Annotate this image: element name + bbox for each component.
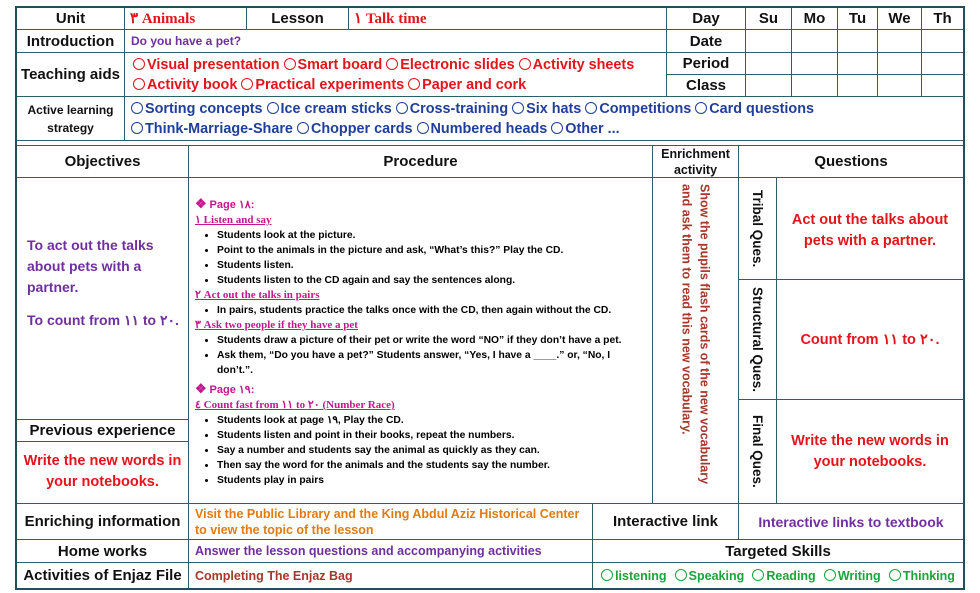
enjaz-value: Completing The Enjaz Bag bbox=[189, 563, 593, 588]
day-tu: Tu bbox=[838, 8, 878, 30]
strategy-option[interactable]: Numbered heads bbox=[417, 121, 548, 137]
aid-option[interactable]: Electronic slides bbox=[386, 57, 514, 73]
procedure-step: • Students look at page ١٩, Play the CD. bbox=[217, 413, 648, 428]
procedure-header: Procedure bbox=[189, 146, 653, 178]
page-heading: Page ١٨: bbox=[209, 199, 255, 211]
enrichment-text: Show the pupils flash cards of the new vocabulary and ask them to read this new vocabulary. bbox=[679, 184, 712, 485]
class-cell-we bbox=[878, 75, 922, 97]
aid-option[interactable]: Paper and cork bbox=[408, 77, 526, 93]
aid-option[interactable]: Activity book bbox=[133, 77, 237, 93]
procedure-step: • Students listen and point in their books, repeat the numbers. bbox=[217, 428, 648, 443]
enriching-info-label: Enriching information bbox=[17, 504, 189, 540]
enjaz-label: Activities of Enjaz File bbox=[17, 563, 189, 588]
procedure-step: • Then say the word for the animals and the students say the number. bbox=[217, 458, 648, 473]
period-cell-th bbox=[922, 53, 963, 75]
objectives-cell bbox=[17, 178, 189, 420]
procedure-step: • Point to the animals in the picture and ask, “What’s this?” Play the CD. bbox=[217, 243, 648, 258]
strategy-option[interactable]: Sorting concepts bbox=[131, 101, 263, 117]
skill-option[interactable]: Speaking bbox=[675, 569, 745, 583]
day-we: We bbox=[878, 8, 922, 30]
strategy-option[interactable]: Ice cream sticks bbox=[267, 101, 392, 117]
final-question-label-cell bbox=[739, 400, 777, 504]
date-cell-tu bbox=[838, 30, 878, 53]
objective-item: To count from ١١ to ٢٠. bbox=[27, 312, 179, 328]
date-cell-mo bbox=[792, 30, 838, 53]
targeted-skills-options bbox=[593, 563, 963, 588]
date-cell-su bbox=[746, 30, 792, 53]
enriching-info-value: Visit the Public Library and the King Abdul Aziz Historical Center to view the topic of the lesson bbox=[189, 504, 593, 540]
day-label: Day bbox=[667, 8, 746, 30]
strategy-option[interactable]: Chopper cards bbox=[297, 121, 413, 137]
active-learning-options bbox=[125, 97, 963, 141]
strategy-option[interactable]: Six hats bbox=[512, 101, 581, 117]
strategy-option[interactable]: Competitions bbox=[585, 101, 691, 117]
structural-question-label-cell bbox=[739, 280, 777, 400]
aid-option[interactable]: Visual presentation bbox=[133, 57, 280, 73]
period-cell-su bbox=[746, 53, 792, 75]
strategy-option[interactable]: Card questions bbox=[695, 101, 814, 117]
active-learning-label: Active learning strategy bbox=[17, 97, 125, 141]
period-label: Period bbox=[667, 53, 746, 75]
date-cell-we bbox=[878, 30, 922, 53]
period-cell-we bbox=[878, 53, 922, 75]
strategy-option[interactable]: Cross-training bbox=[396, 101, 508, 117]
aid-option[interactable]: Activity sheets bbox=[519, 57, 635, 73]
homework-value: Answer the lesson questions and accompanying activities bbox=[189, 540, 593, 563]
interactive-link-label: Interactive link bbox=[593, 504, 739, 540]
interactive-link[interactable]: Interactive links to textbook bbox=[739, 504, 963, 540]
targeted-skills-label: Targeted Skills bbox=[593, 540, 963, 563]
section-heading: ٤ Count fast from ١١ to ٢٠ (Number Race) bbox=[195, 399, 395, 411]
previous-experience-value: Write the new words in your notebooks. bbox=[17, 442, 189, 504]
unit-value: ٣ Animals bbox=[125, 8, 247, 30]
procedure-cell: ❖ Page ١٨: ١ Listen and say • Students look at the picture. • Point to the animals in the picture and ask, “What’s this?” Play the CD. • Students listen. • Students listen to the CD again and say the sentences along. ٢ Act out the talks in pairs • In pairs, students practice the talks once with the CD, then again without the CD. ٣ Ask two people if they have a pet • Students draw a picture of their pet or write the word “NO” if they don’t have a pet. • Ask them, “Do you have a pet?” Students answer, “Yes, I have a ____.” or, “No, I don’t.”. ❖ Page ١٩: ٤ Count fast from ١١ to ٢٠ (Number Race) • Students look at page ١٩, Play the CD. • Students listen and point in their books, repeat the numbers. • Say a number and students say the animal as quickly as they can. • Then say the word for the animals and the students say the number. • Students play in pairs bbox=[189, 178, 653, 504]
period-cell-tu bbox=[838, 53, 878, 75]
skill-option[interactable]: Reading bbox=[752, 569, 815, 583]
day-mo: Mo bbox=[792, 8, 838, 30]
objective-item: To act out the talks about pets with a partner. bbox=[27, 237, 154, 295]
questions-header: Questions bbox=[739, 146, 963, 178]
enrichment-cell bbox=[653, 178, 739, 504]
unit-label: Unit bbox=[17, 8, 125, 30]
date-cell-th bbox=[922, 30, 963, 53]
lesson-plan-form bbox=[15, 6, 965, 590]
procedure-step: • In pairs, students practice the talks once with the CD, then again without the CD. bbox=[217, 303, 648, 318]
skill-option[interactable]: listening bbox=[601, 569, 666, 583]
page-heading: Page ١٩: bbox=[209, 384, 255, 396]
skill-option[interactable]: Thinking bbox=[889, 569, 955, 583]
procedure-step: • Students look at the picture. bbox=[217, 228, 648, 243]
aid-option[interactable]: Practical experiments bbox=[241, 77, 404, 93]
class-cell-mo bbox=[792, 75, 838, 97]
strategy-option[interactable]: Other ... bbox=[551, 121, 619, 137]
section-heading: ٢ Act out the talks in pairs bbox=[195, 289, 320, 301]
class-label: Class bbox=[667, 75, 746, 97]
objectives-header: Objectives bbox=[17, 146, 189, 178]
date-label: Date bbox=[667, 30, 746, 53]
tribal-question-label: Tribal Ques. bbox=[750, 189, 765, 268]
introduction-value: Do you have a pet? bbox=[125, 30, 667, 53]
tribal-question-label-cell bbox=[739, 178, 777, 280]
procedure-step: • Students listen to the CD again and say the sentences along. bbox=[217, 273, 648, 288]
introduction-label: Introduction bbox=[17, 30, 125, 53]
structural-question-text: Count from ١١ to ٢٠. bbox=[777, 280, 963, 400]
day-th: Th bbox=[922, 8, 963, 30]
skill-option[interactable]: Writing bbox=[824, 569, 881, 583]
lesson-value: ١ Talk time bbox=[349, 8, 667, 30]
structural-question-label: Structural Ques. bbox=[750, 286, 765, 393]
class-cell-su bbox=[746, 75, 792, 97]
final-question-text: Write the new words in your notebooks. bbox=[777, 400, 963, 504]
day-su: Su bbox=[746, 8, 792, 30]
previous-experience-label: Previous experience bbox=[17, 420, 189, 442]
class-cell-th bbox=[922, 75, 963, 97]
period-cell-mo bbox=[792, 53, 838, 75]
tribal-question-text: Act out the talks about pets with a partner. bbox=[777, 178, 963, 280]
teaching-aids-options bbox=[125, 53, 667, 97]
homework-label: Home works bbox=[17, 540, 189, 563]
section-heading: ١ Listen and say bbox=[195, 214, 272, 226]
procedure-step: • Students draw a picture of their pet or write the word “NO” if they don’t have a pet. bbox=[217, 333, 648, 348]
teaching-aids-label: Teaching aids bbox=[17, 53, 125, 97]
enrichment-header: Enrichment activity bbox=[653, 146, 739, 178]
aid-option[interactable]: Smart board bbox=[284, 57, 383, 73]
final-question-label: Final Ques. bbox=[750, 415, 765, 488]
strategy-option[interactable]: Think-Marriage-Share bbox=[131, 121, 293, 137]
procedure-step: • Say a number and students say the animal as quickly as they can. bbox=[217, 443, 648, 458]
procedure-step: • Students listen. bbox=[217, 258, 648, 273]
class-cell-tu bbox=[838, 75, 878, 97]
procedure-step: • Ask them, “Do you have a pet?” Students answer, “Yes, I have a ____.” or, “No, I don’t.”. bbox=[217, 348, 648, 378]
procedure-step: • Students play in pairs bbox=[217, 473, 648, 488]
section-heading: ٣ Ask two people if they have a pet bbox=[195, 319, 358, 331]
lesson-label: Lesson bbox=[247, 8, 349, 30]
